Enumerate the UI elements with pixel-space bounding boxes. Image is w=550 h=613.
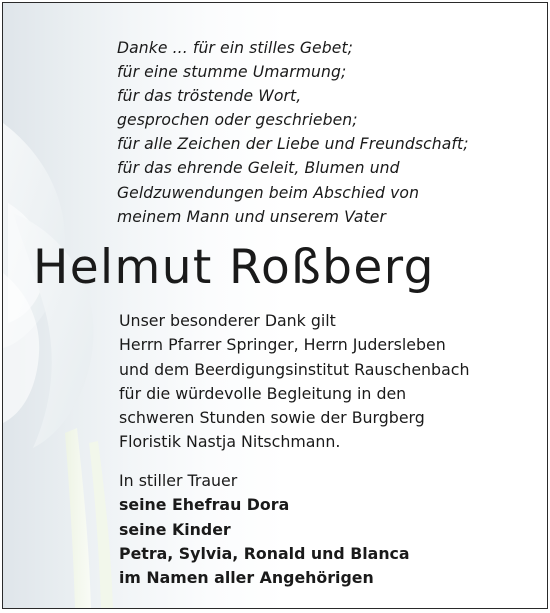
gratitude-line: für eine stumme Umarmung;	[117, 63, 347, 82]
thanks-line: Unser besonderer Dank gilt	[119, 311, 336, 330]
thanks-line: und dem Beerdigungsinstitut Rauschenbach	[119, 359, 470, 379]
mourner-line: Petra, Sylvia, Ronald und Blanca	[119, 543, 410, 563]
thanks-line: Herrn Pfarrer Springer, Herrn Judersleben	[119, 335, 446, 355]
gratitude-line: für das tröstende Wort,	[117, 87, 302, 106]
thanks-line: Floristik Nastja Nitschmann.	[119, 432, 341, 452]
deceased-name: Helmut Roßberg	[33, 240, 435, 295]
gratitude-line: für alle Zeichen der Liebe und Freundschaft;	[117, 135, 469, 154]
obituary-notice	[2, 2, 548, 609]
mourner-line: seine Kinder	[119, 519, 231, 539]
gratitude-text	[117, 36, 537, 229]
special-thanks-text	[119, 309, 544, 455]
mourners-block	[119, 469, 544, 590]
thanks-line: schweren Stunden sowie der Burgberg	[119, 408, 425, 428]
gratitude-line: für das ehrende Geleit, Blumen und	[117, 159, 400, 178]
mourning-intro: In stiller Trauer	[119, 471, 238, 490]
mourner-line: seine Ehefrau Dora	[119, 495, 290, 515]
gratitude-line: Danke ... für ein stilles Gebet;	[117, 39, 354, 57]
gratitude-line: meinem Mann und unserem Vater	[117, 207, 386, 226]
mourner-line: im Namen aller Angehörigen	[119, 568, 374, 588]
gratitude-line: gesprochen oder geschrieben;	[117, 111, 358, 130]
thanks-line: für die würdevolle Begleitung in den	[119, 383, 407, 403]
gratitude-line: Geldzuwendungen beim Abschied von	[117, 183, 420, 202]
